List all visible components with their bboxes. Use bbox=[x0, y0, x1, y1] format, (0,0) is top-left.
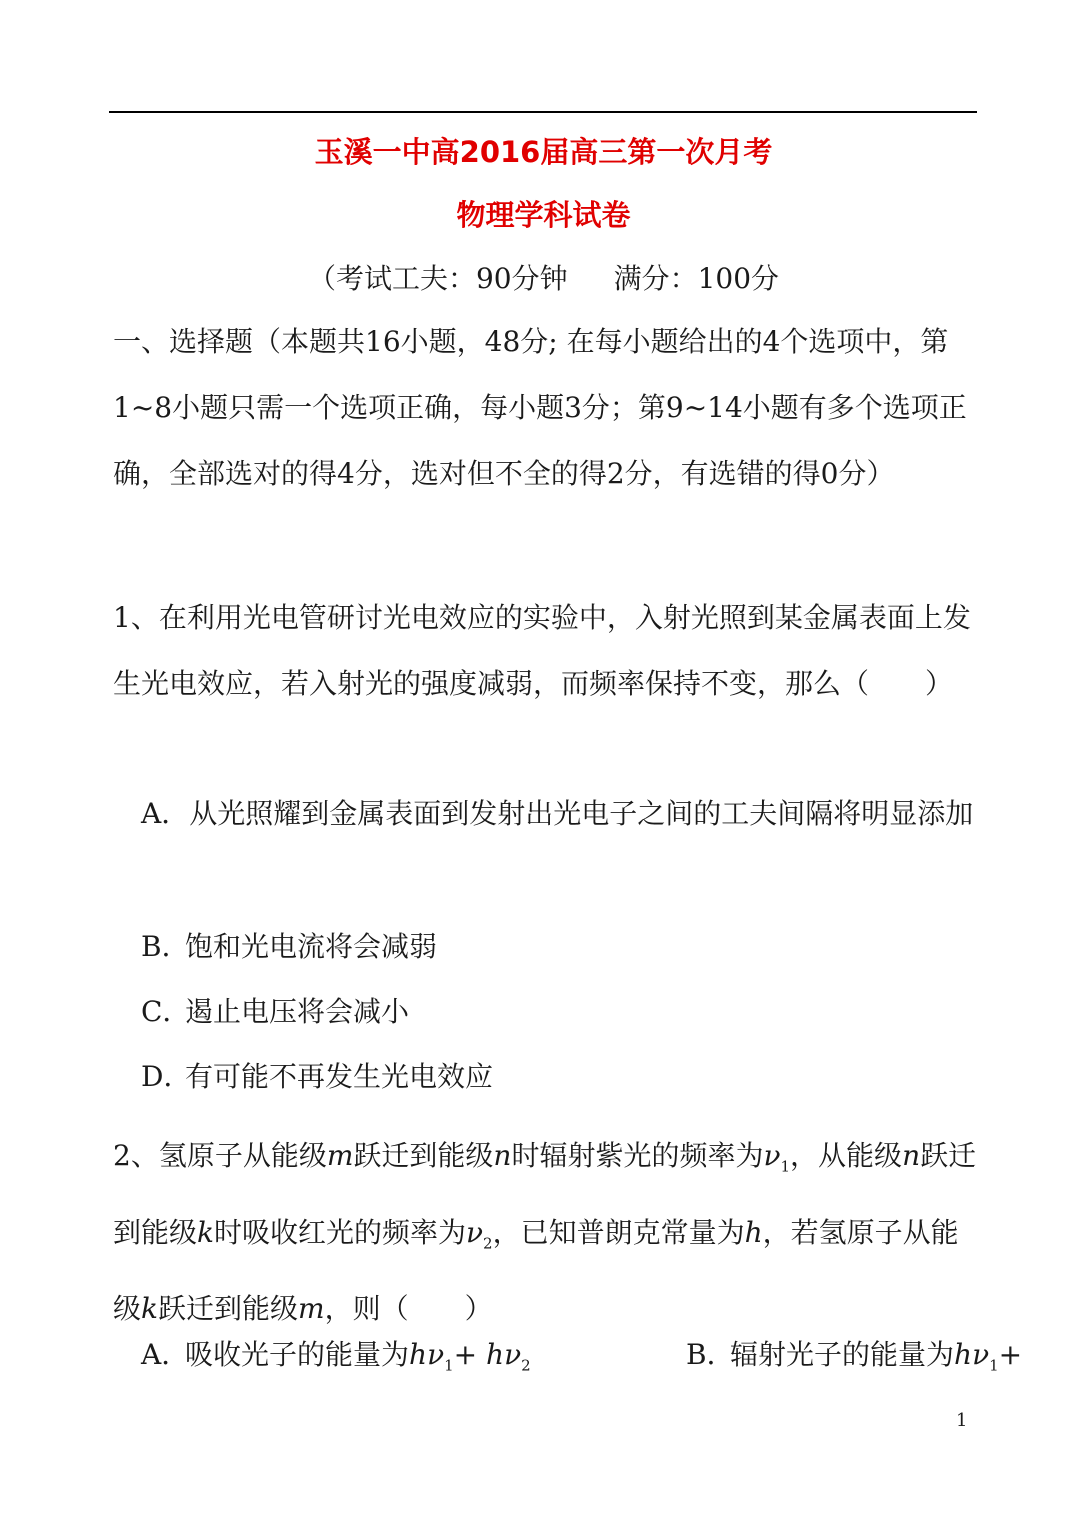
question-1-option-b: B．饱和光电流将会减弱 bbox=[141, 930, 438, 963]
question-1-option-a: A．从光照耀到金属表面到发射出光电子之间的工夫间隔将明显添加 bbox=[141, 797, 974, 830]
subject-title: 物理学科试卷 bbox=[456, 198, 631, 232]
question-2-stem: 2、氢原子从能级m跃迁到能级n时辐射紫光的频率为$\nu_1$，从能级n跃迁到能级k时吸收红光的频率为$\nu_2$，已知普朗克常量为h，若氢原子从能级k跃迁到能级m，则（ ） bbox=[113, 1139, 977, 1326]
question-2-option-a: A．吸收光子的能量为$h\nu_1+ h\nu_2$ bbox=[141, 1338, 531, 1375]
question-1-option-d: D．有可能不再发生光电效应 bbox=[141, 1060, 494, 1093]
question-1-stem: 1、在利用光电管研讨光电效应的实验中，入射光照到某金属表面上发生光电效应，若入射光的强度减弱，而频率保持不变，那么（ ） bbox=[113, 601, 971, 700]
exam-time: （考试工夫：90分钟 bbox=[307, 262, 568, 295]
exam-title: 玉溪一中高2016届高三第一次月考 bbox=[314, 135, 773, 169]
question-1-option-c: C．遏止电压将会减小 bbox=[141, 995, 410, 1028]
page-number: 1 bbox=[956, 1410, 968, 1431]
exam-info bbox=[0, 257, 1087, 297]
full-score: 满分：100分 bbox=[613, 262, 780, 295]
question-2-option-b: B．辐射光子的能量为$h\nu_1+$ bbox=[686, 1338, 1023, 1375]
section1-instructions: 一、选择题（本题共16小题，48分; 在每小题给出的4个选项中，第1~8小题只需一个选项正确，每小题3分；第9~14小题有多个选项正确，全部选对的得4分，选对但不全的得2分，有选错的得0分） bbox=[113, 325, 967, 490]
header-rule bbox=[109, 111, 977, 113]
